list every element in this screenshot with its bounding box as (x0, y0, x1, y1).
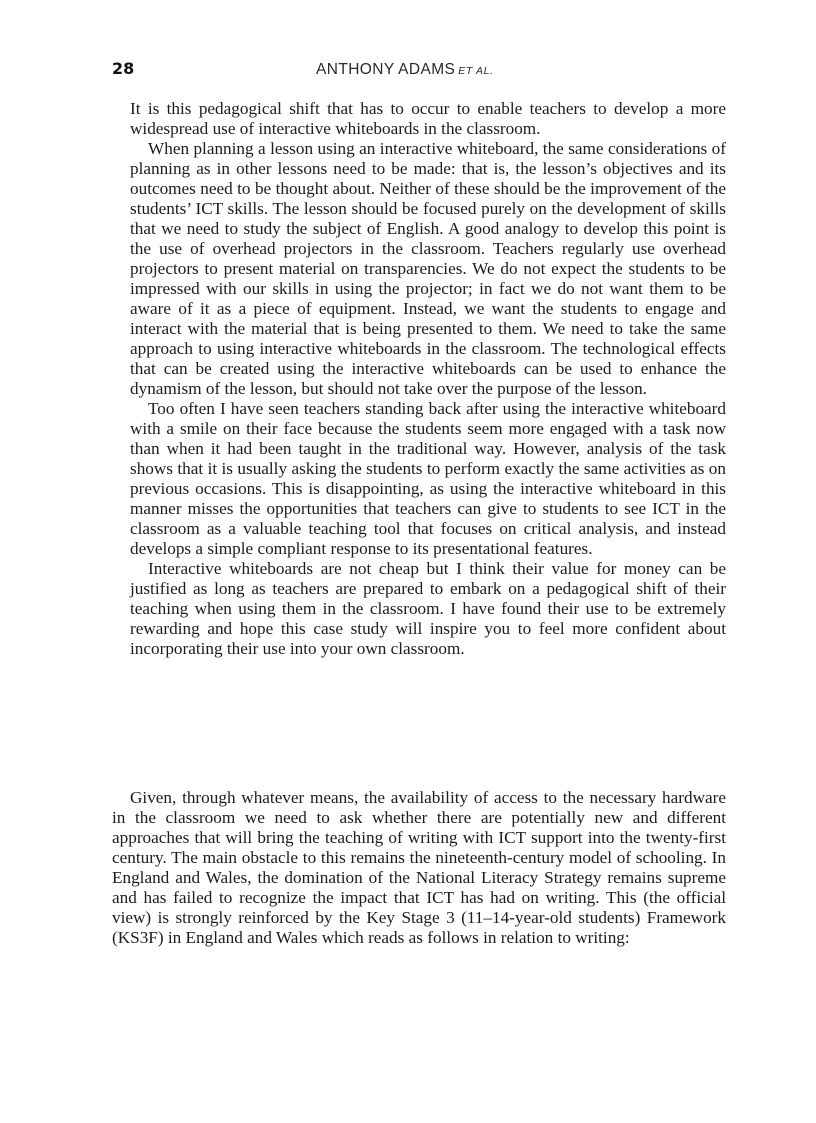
main-body-text (112, 788, 726, 948)
page-number: 28 (112, 59, 135, 78)
page-header (112, 58, 726, 82)
running-head (316, 59, 494, 82)
extract-paragraph-1: It is this pedagogical shift that has to occur to enable teachers to develop a more widespread use of interactive whiteboards in the classroom. (130, 99, 726, 138)
extract-paragraph-4: Interactive whiteboards are not cheap but I think their value for money can be justified as long as teachers are prepared to embark on a pedagogical shift of their teaching when using them in the classroom. I have found their use to be extremely rewarding and hope this case study will inspire you to feel more confident about incorporating their use into your own classroom. (130, 559, 726, 658)
extract-paragraph-3: Too often I have seen teachers standing back after using the interactive whiteboard with a smile on their face because the students seem more engaged with a task now than when it had been taught in the traditional way. However, analysis of the task shows that it is usually asking the students to perform exactly the same activities as on previous occasions. This is disappointing, as using the interactive whiteboard in this manner misses the opportunities that teachers can give to students to see ICT in the classroom as a valuable teaching tool that focuses on critical analysis, and instead develops a simple compliant response to its presentational features. (130, 399, 726, 558)
extract-paragraph-2: When planning a lesson using an interactive whiteboard, the same considerations of planning as in other lessons need to be made: that is, the lesson’s objectives and its outcomes need to be thought about. Neither of these should be the improvement of the students’ ICT skills. The lesson should be focused purely on the development of skills that we need to study the subject of English. A good analogy to develop this point is the use of overhead projectors in the classroom. Teachers regularly use overhead projectors to present material on transparencies. We do not expect the students to be impressed with our skills in using the projector; in fact we do not want them to be aware of it as a piece of equipment. Instead, we want the students to engage and interact with the material that is being presented to them. We need to take the same approach to using interactive whiteboards in the classroom. The technological effects that can be created using the interactive whiteboards can be used to enhance the dynamism of the lesson, but should not take over the purpose of the lesson. (130, 139, 726, 398)
running-head-author: ANTHONY ADAMS (316, 61, 456, 78)
case-study-extract (130, 99, 726, 659)
body-paragraph-1: Given, through whatever means, the availability of access to the necessary hardware in the classroom we need to ask whether there are potentially new and different approaches that will bring the teaching of writing with ICT support into the twenty-first century. The main obstacle to this remains the nineteenth-century model of schooling. In England and Wales, the domination of the National Literacy Strategy remains supreme and has failed to recognize the impact that ICT has had on writing. This (the official view) is strongly reinforced by the Key Stage 3 (11–14-year-old students) Framework (KS3F) in England and Wales which reads as follows in relation to writing: (112, 788, 726, 947)
running-head-et-al: ET AL. (458, 65, 494, 77)
